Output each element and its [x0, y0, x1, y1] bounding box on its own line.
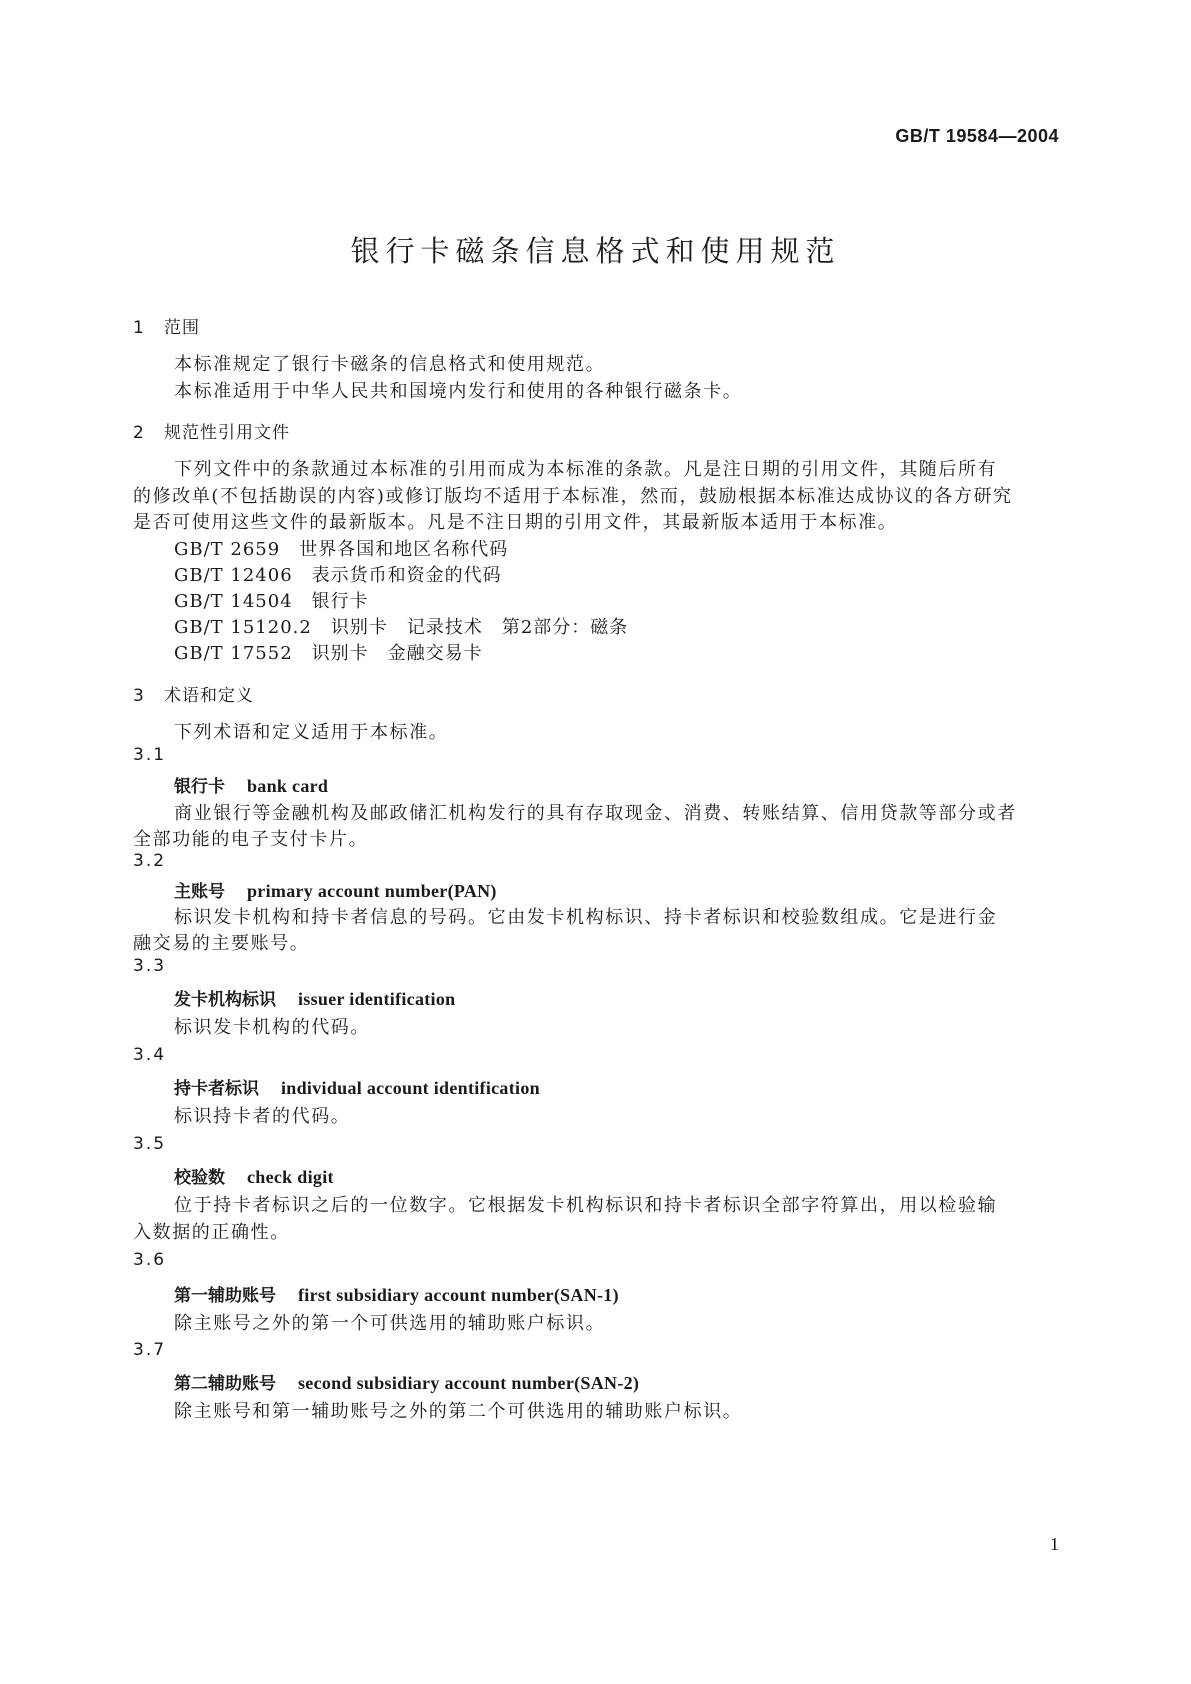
- term-cn: 第二辅助账号: [174, 1374, 276, 1394]
- reference-code: GB/T 15120.2: [174, 617, 312, 638]
- term-en: issuer identification: [298, 989, 456, 1009]
- definition-line: 商业银行等金融机构及邮政储汇机构发行的具有存取现金、消费、转账结算、信用贷款等部分或者: [174, 803, 1017, 824]
- section-title: 术语和定义: [164, 686, 254, 706]
- definition-line: 标识持卡者的代码。: [174, 1106, 351, 1127]
- term-en: bank card: [247, 776, 329, 796]
- reference-code: GB/T 12406: [174, 565, 293, 586]
- section-3-heading: [133, 681, 254, 706]
- reference-title: 表示货币和资金的代码: [311, 565, 502, 586]
- term-cn: 第一辅助账号: [174, 1286, 276, 1306]
- section-1-heading: [133, 313, 200, 338]
- section-number: 1: [133, 318, 145, 338]
- document-title: 银行卡磁条信息格式和使用规范: [350, 234, 841, 268]
- clause-number: 3.6: [133, 1250, 167, 1270]
- reference-item: [174, 535, 508, 561]
- reference-item: [174, 639, 483, 665]
- term-en: second subsidiary account number(SAN-2): [298, 1373, 640, 1393]
- page-number: 1: [1050, 1534, 1059, 1554]
- paragraph: 下列术语和定义适用于本标准。: [174, 722, 449, 743]
- section-2-heading: [133, 418, 290, 443]
- reference-title: 识别卡 记录技术 第2部分：磁条: [330, 617, 629, 638]
- definition-line: 除主账号和第一辅助账号之外的第二个可供选用的辅助账户标识。: [174, 1401, 743, 1422]
- term-en: first subsidiary account number(SAN-1): [298, 1285, 619, 1305]
- definition-line: 位于持卡者标识之后的一位数字。它根据发卡机构标识和持卡者标识全部字符算出，用以检验输: [174, 1195, 998, 1216]
- definition-line: 标识发卡机构的代码。: [174, 1017, 370, 1038]
- term-en: primary account number(PAN): [247, 881, 497, 901]
- reference-code: GB/T 2659: [174, 539, 281, 560]
- definition-line: 标识发卡机构和持卡者信息的号码。它由发卡机构标识、持卡者标识和校验数组成。它是进行金: [174, 907, 998, 928]
- clause-number: 3.2: [133, 851, 167, 871]
- term-en: individual account identification: [281, 1078, 540, 1098]
- reference-title: 识别卡 金融交易卡: [311, 643, 483, 664]
- paragraph-line: 下列文件中的条款通过本标准的引用而成为本标准的条款。凡是注日期的引用文件，其随后所有: [174, 459, 998, 480]
- term-heading: [174, 1281, 619, 1306]
- term-cn: 校验数: [174, 1168, 225, 1188]
- term-heading: [174, 1369, 639, 1394]
- paragraph: 本标准适用于中华人民共和国境内发行和使用的各种银行磁条卡。: [174, 381, 743, 402]
- section-number: 2: [133, 423, 145, 443]
- paragraph-line: 是否可使用这些文件的最新版本。凡是不注日期的引用文件，其最新版本适用于本标准。: [133, 512, 898, 533]
- definition-line: 入数据的正确性。: [133, 1222, 290, 1243]
- clause-number: 3.3: [133, 956, 167, 976]
- clause-number: 3.7: [133, 1340, 167, 1360]
- term-cn: 主账号: [174, 882, 225, 902]
- definition-line: 全部功能的电子支付卡片。: [133, 829, 369, 850]
- reference-title: 银行卡: [311, 591, 369, 612]
- term-en: check digit: [247, 1167, 334, 1187]
- section-number: 3: [133, 686, 145, 706]
- reference-code: GB/T 14504: [174, 591, 293, 612]
- reference-item: [174, 587, 369, 613]
- reference-item: [174, 561, 502, 587]
- term-heading: [174, 985, 455, 1010]
- paragraph-line: 的修改单(不包括勘误的内容)或修订版均不适用于本标准，然而，鼓励根据本标准达成协议的各方研究: [133, 486, 1013, 507]
- reference-code: GB/T 17552: [174, 643, 293, 664]
- clause-number: 3.5: [133, 1134, 167, 1154]
- clause-number: 3.1: [133, 745, 167, 765]
- definition-line: 融交易的主要账号。: [133, 933, 310, 954]
- term-heading: [174, 1163, 334, 1188]
- term-heading: [174, 1074, 540, 1099]
- clause-number: 3.4: [133, 1045, 167, 1065]
- term-cn: 银行卡: [174, 777, 225, 797]
- term-heading: [174, 877, 497, 902]
- definition-line: 除主账号之外的第一个可供选用的辅助账户标识。: [174, 1313, 606, 1334]
- section-title: 规范性引用文件: [164, 423, 290, 443]
- paragraph: 本标准规定了银行卡磁条的信息格式和使用规范。: [174, 354, 606, 375]
- section-title: 范围: [164, 318, 200, 338]
- standard-code: GB/T 19584—2004: [895, 126, 1059, 146]
- reference-title: 世界各国和地区名称代码: [299, 539, 509, 560]
- term-cn: 发卡机构标识: [174, 990, 276, 1010]
- term-cn: 持卡者标识: [174, 1079, 259, 1099]
- term-heading: [174, 772, 328, 797]
- reference-item: [174, 613, 628, 639]
